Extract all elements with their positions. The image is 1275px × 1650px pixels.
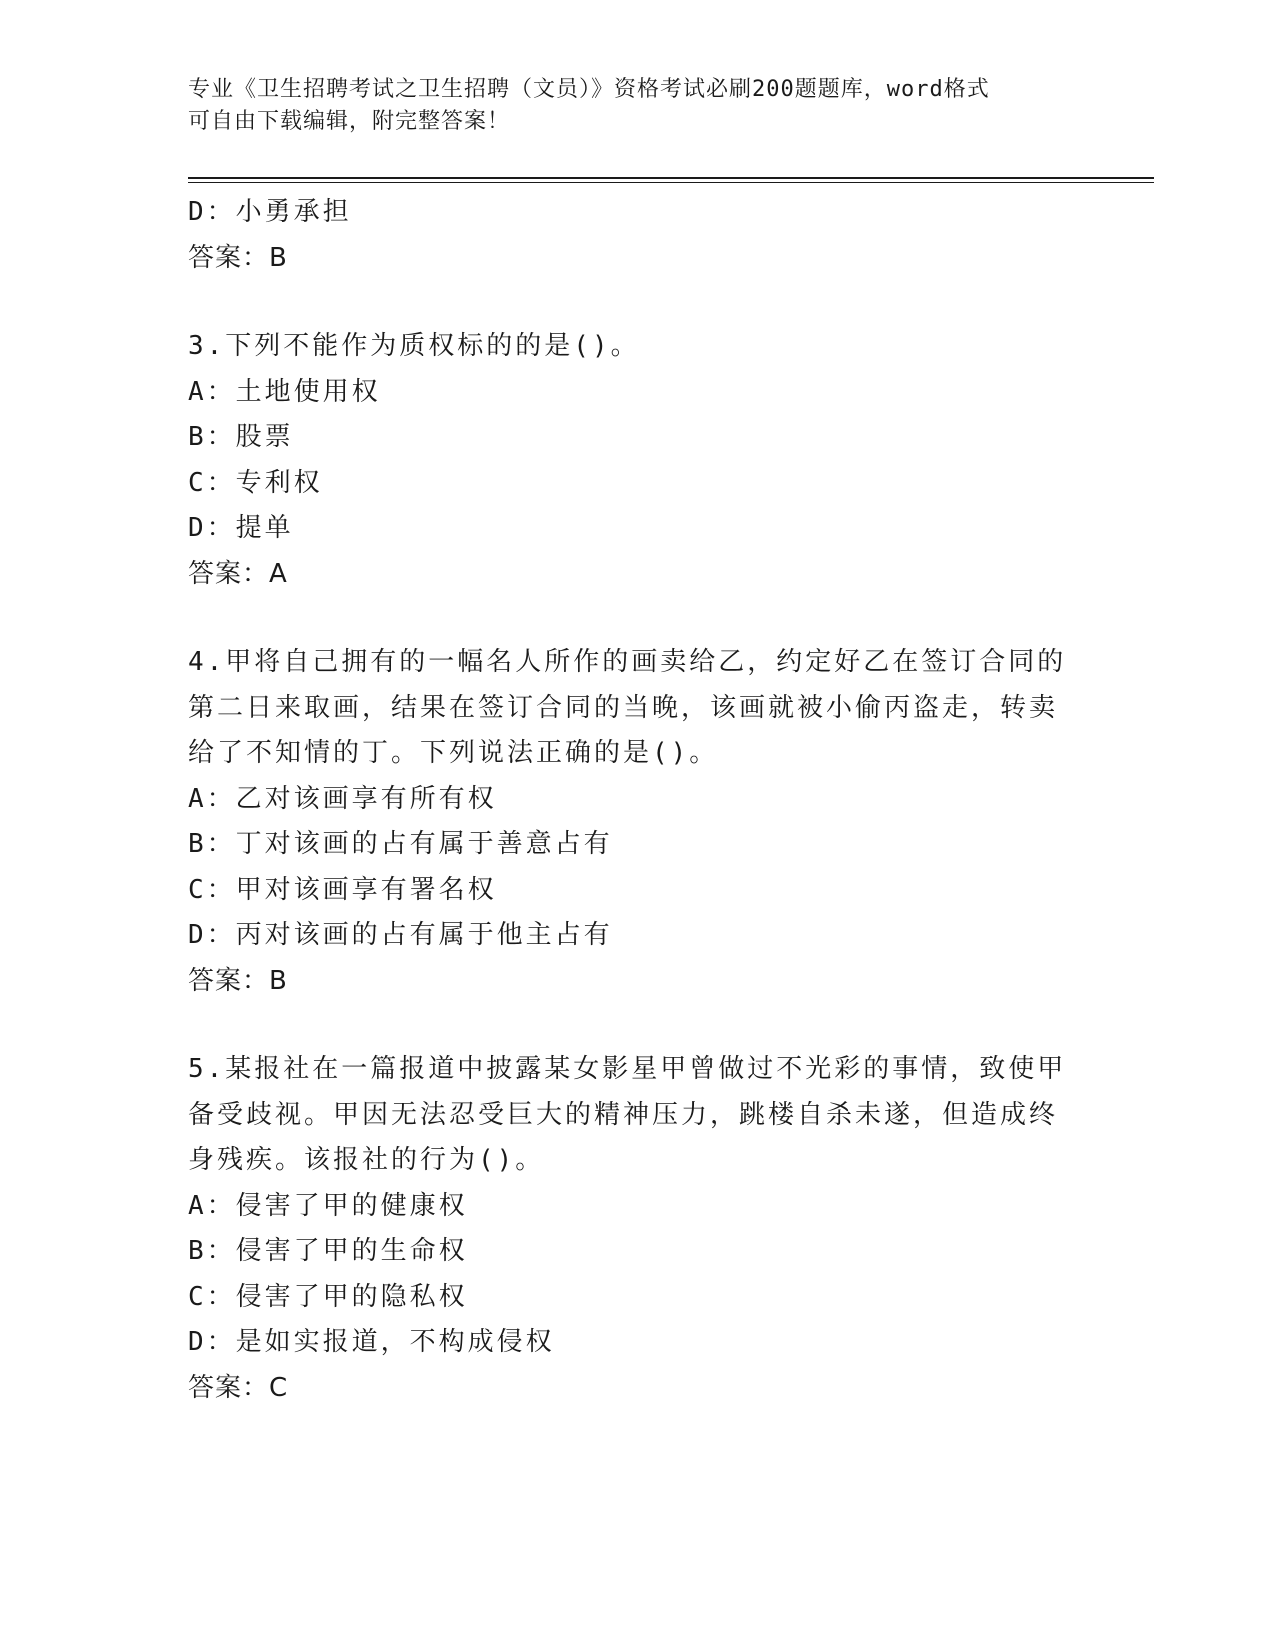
question-4 <box>188 640 1068 1004</box>
option-d: D：小勇承担 <box>188 197 352 227</box>
header-line-2: 可自由下载编辑，附完整答案！ <box>188 109 511 134</box>
option-a: A：乙对该画享有所有权 <box>188 783 497 814</box>
header-divider-thin <box>188 182 1154 183</box>
option-d: D：是如实报道，不构成侵权 <box>188 1327 555 1357</box>
question-stem-line: 给了不知情的丁。下列说法正确的是()。 <box>188 738 719 768</box>
question-spacer <box>188 281 1068 324</box>
option-d: D：提单 <box>188 513 294 543</box>
answer-line: 答案：B <box>188 965 288 996</box>
question-5 <box>188 1047 1068 1411</box>
question-list <box>188 190 1068 1411</box>
option-d: D：丙对该画的占有属于他主占有 <box>188 920 613 950</box>
option-b: B：股票 <box>188 422 294 452</box>
option-c: C：甲对该画享有署名权 <box>188 874 497 905</box>
option-b: B：侵害了甲的生命权 <box>188 1236 468 1266</box>
question-stem-line: 5.某报社在一篇报道中披露某女影星甲曾做过不光彩的事情，致使甲 <box>188 1054 1067 1084</box>
option-a: A：侵害了甲的健康权 <box>188 1190 468 1221</box>
answer-line: 答案：C <box>188 1372 289 1403</box>
question-stem: 3.下列不能作为质权标的的是()。 <box>188 331 640 361</box>
option-b: B：丁对该画的占有属于善意占有 <box>188 829 613 859</box>
question-spacer <box>188 597 1068 640</box>
document-header <box>188 74 1068 138</box>
header-divider-thick <box>188 177 1154 179</box>
question-fragment <box>188 190 1068 281</box>
question-stem-line: 备受歧视。甲因无法忍受巨大的精神压力，跳楼自杀未遂，但造成终 <box>188 1099 1059 1130</box>
question-stem-line: 身残疾。该报社的行为()。 <box>188 1145 545 1175</box>
option-c: C：专利权 <box>188 467 323 498</box>
question-stem-line: 4.甲将自己拥有的一幅名人所作的画卖给乙，约定好乙在签订合同的 <box>188 647 1067 677</box>
answer-line: 答案：A <box>188 558 288 589</box>
question-stem-line: 第二日来取画，结果在签订合同的当晚，该画就被小偷丙盗走，转卖 <box>188 692 1059 723</box>
header-line-1: 专业《卫生招聘考试之卫生招聘（文员）》资格考试必刷200题题库，word格式 <box>188 77 990 102</box>
question-3 <box>188 324 1068 597</box>
question-spacer <box>188 1004 1068 1047</box>
answer-line: 答案：B <box>188 242 288 273</box>
option-a: A：土地使用权 <box>188 376 381 407</box>
option-c: C：侵害了甲的隐私权 <box>188 1281 468 1312</box>
